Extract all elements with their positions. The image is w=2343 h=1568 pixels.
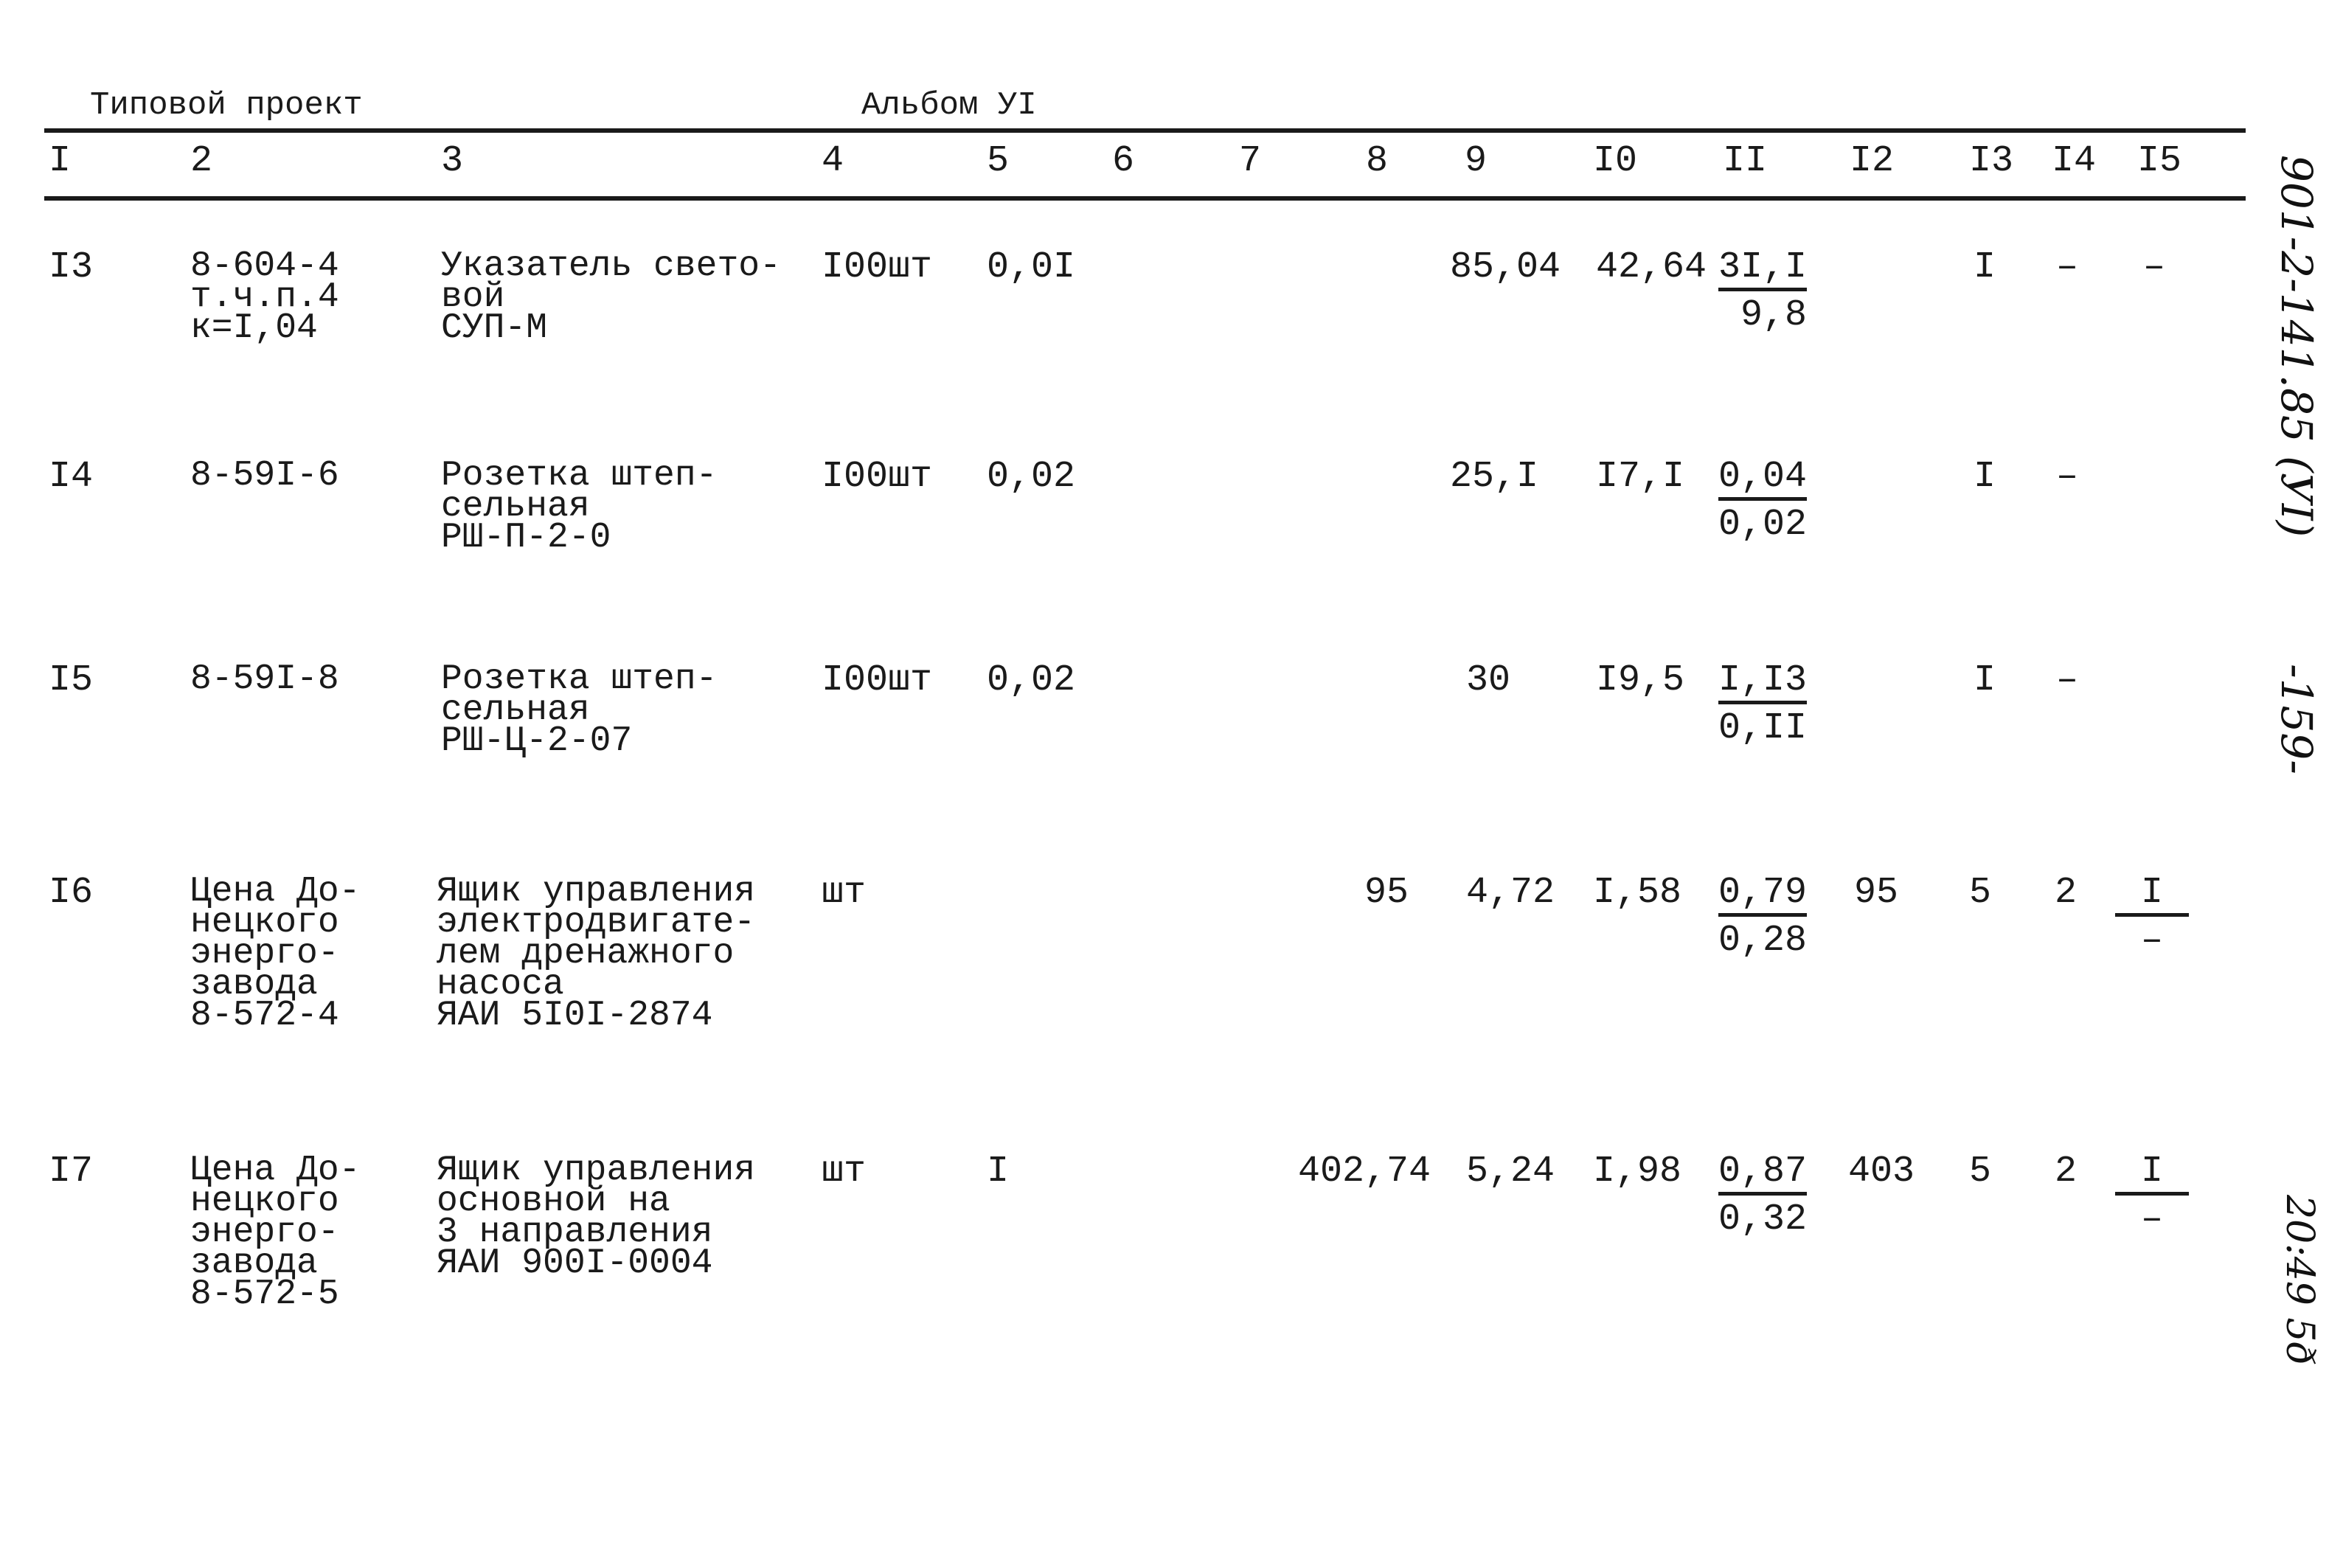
row-col10: I,98 <box>1593 1151 1682 1193</box>
fraction-bottom: – <box>2140 920 2163 962</box>
fraction-bottom: 0,02 <box>1718 504 1808 546</box>
row-unit: I00шт <box>822 456 933 498</box>
fraction-top: I <box>2115 876 2189 917</box>
row-col5: I <box>987 1151 1010 1193</box>
row-col15-fraction <box>2115 872 2189 962</box>
row-number: I4 <box>49 456 94 498</box>
row-col9: 4,72 <box>1466 872 1555 914</box>
row-unit: I00шт <box>822 659 933 701</box>
fraction-bottom: 9,8 <box>1740 294 1808 336</box>
col-number: I5 <box>2137 140 2182 182</box>
stamp-note: 20:49 5ð <box>2277 1195 2322 1365</box>
row-col15: – <box>2143 246 2166 288</box>
row-number: I6 <box>49 872 94 914</box>
col-number: 7 <box>1239 140 1262 182</box>
col-number: 5 <box>987 140 1010 182</box>
row-unit: I00шт <box>822 246 933 288</box>
row-unit: шт <box>822 872 867 914</box>
fraction-bottom: 0,II <box>1718 707 1808 749</box>
row-name: Розетка штеп- сельная РШ-Ц-2-07 <box>441 659 718 761</box>
row-col13: 5 <box>1969 1151 1992 1193</box>
row-col8: 95 <box>1364 872 1409 914</box>
row-col11-fraction <box>1718 872 1808 962</box>
project-code-note: 901-2-141.85 (УI) <box>2271 155 2322 538</box>
row-col12: 403 <box>1848 1151 1915 1193</box>
project-label: Типовой проект <box>90 87 363 124</box>
row-code: Цена До- нецкого энерго- завода 8-572-4 <box>190 872 361 1035</box>
fraction-top: 0,87 <box>1718 1155 1807 1196</box>
row-number: I7 <box>49 1151 94 1193</box>
row-col14: – <box>2056 246 2079 288</box>
album-label: Альбом УI <box>861 87 1037 124</box>
row-col10: I7,I <box>1596 456 1685 498</box>
row-col15-fraction <box>2115 1151 2189 1241</box>
col-number: 8 <box>1366 140 1389 182</box>
row-col14: – <box>2056 659 2079 701</box>
row-col11-fraction <box>1718 659 1808 749</box>
row-col13: I <box>1974 456 1996 498</box>
row-name: Ящик управления электродвигате- лем дренажного насоса ЯАИ 5I0I-2874 <box>437 872 756 1035</box>
row-col12: 95 <box>1854 872 1899 914</box>
row-code: 8-59I-6 <box>190 456 339 496</box>
row-col11-fraction <box>1718 246 1808 336</box>
row-number: I3 <box>49 246 94 288</box>
fraction-top: 0,79 <box>1718 876 1807 917</box>
row-unit: шт <box>822 1151 867 1193</box>
row-code: 8-59I-8 <box>190 659 339 699</box>
row-col11-fraction <box>1718 1151 1808 1241</box>
row-col10: I9,5 <box>1596 659 1685 701</box>
col-number: I <box>49 140 72 182</box>
row-col8: 402,74 <box>1298 1151 1431 1193</box>
row-col13: I <box>1974 659 1996 701</box>
col-number: 6 <box>1112 140 1135 182</box>
row-code: 8-604-4 т.ч.п.4 к=I,04 <box>190 246 339 348</box>
row-col9: 30 <box>1466 659 1511 701</box>
col-number: I4 <box>2052 140 2097 182</box>
row-col9: 25,I <box>1450 456 1539 498</box>
col-number: I3 <box>1969 140 2014 182</box>
col-number: 9 <box>1465 140 1488 182</box>
fraction-top: I <box>2115 1155 2189 1196</box>
row-name: Указатель свето- вой СУП-М <box>441 246 781 348</box>
row-col5: 0,02 <box>987 659 1076 701</box>
col-number: 2 <box>190 140 213 182</box>
col-number: I0 <box>1593 140 1638 182</box>
row-col9: 5,24 <box>1466 1151 1555 1193</box>
row-name: Розетка штеп- сельная РШ-П-2-0 <box>441 456 718 558</box>
col-number: I2 <box>1850 140 1895 182</box>
row-col10: I,58 <box>1593 872 1682 914</box>
row-col13: I <box>1974 246 1996 288</box>
row-col9: 85,04 <box>1450 246 1561 288</box>
row-col14: 2 <box>2055 872 2078 914</box>
row-col5: 0,0I <box>987 246 1076 288</box>
row-col14: – <box>2056 456 2079 498</box>
row-col13: 5 <box>1969 872 1992 914</box>
row-col11-fraction <box>1718 456 1808 546</box>
fraction-top: 0,04 <box>1718 460 1807 501</box>
row-code: Цена До- нецкого энерго- завода 8-572-5 <box>190 1151 361 1314</box>
col-number: II <box>1723 140 1768 182</box>
col-number: 3 <box>441 140 464 182</box>
row-col5: 0,02 <box>987 456 1076 498</box>
row-col10: 42,64 <box>1596 246 1707 288</box>
header-top-rule <box>44 128 2246 133</box>
fraction-bottom: 0,28 <box>1718 920 1808 962</box>
row-col14: 2 <box>2055 1151 2078 1193</box>
fraction-top: 3I,I <box>1718 251 1807 291</box>
col-number: 4 <box>822 140 844 182</box>
row-number: I5 <box>49 659 94 701</box>
fraction-bottom: 0,32 <box>1718 1198 1808 1241</box>
row-name: Ящик управления основной на 3 направления ЯАИ 900I-0004 <box>437 1151 756 1283</box>
fraction-bottom: – <box>2140 1198 2163 1241</box>
header-bottom-rule <box>44 196 2246 201</box>
page-number-note: -159- <box>2271 664 2322 774</box>
fraction-top: I,I3 <box>1718 664 1807 704</box>
